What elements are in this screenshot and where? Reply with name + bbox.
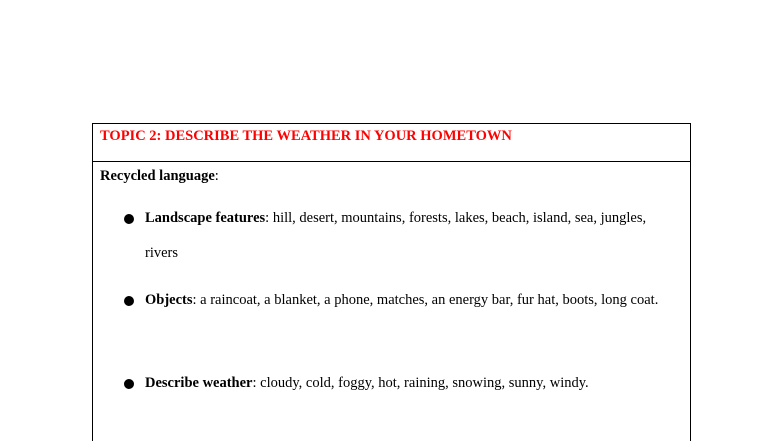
item-label: Objects	[145, 292, 193, 308]
bullet-icon	[124, 379, 134, 389]
item-label: Describe weather	[145, 375, 253, 391]
bullet-icon	[124, 296, 134, 306]
item-text: : hill, desert, mountains, forests, lakes, beach, island, sea, jungles, rivers	[145, 210, 647, 261]
topic-table	[92, 123, 691, 441]
list-item-landscape	[145, 201, 675, 271]
section-heading-label: Recycled language	[100, 168, 215, 184]
bullet-icon	[124, 214, 134, 224]
section-heading	[100, 166, 690, 186]
item-text: : a raincoat, a blanket, a phone, matches, an energy bar, fur hat, boots, long coat.	[192, 292, 659, 308]
section-heading-colon: :	[214, 168, 219, 184]
list-item-weather	[145, 366, 675, 401]
content-cell	[93, 162, 690, 391]
item-label: Landscape features	[145, 210, 266, 226]
topic-title: TOPIC 2: DESCRIBE THE WEATHER IN YOUR HOMETOWN	[93, 124, 690, 162]
list-item-objects	[145, 283, 675, 318]
item-text: : cloudy, cold, foggy, hot, raining, snowing, sunny, windy.	[252, 375, 589, 391]
